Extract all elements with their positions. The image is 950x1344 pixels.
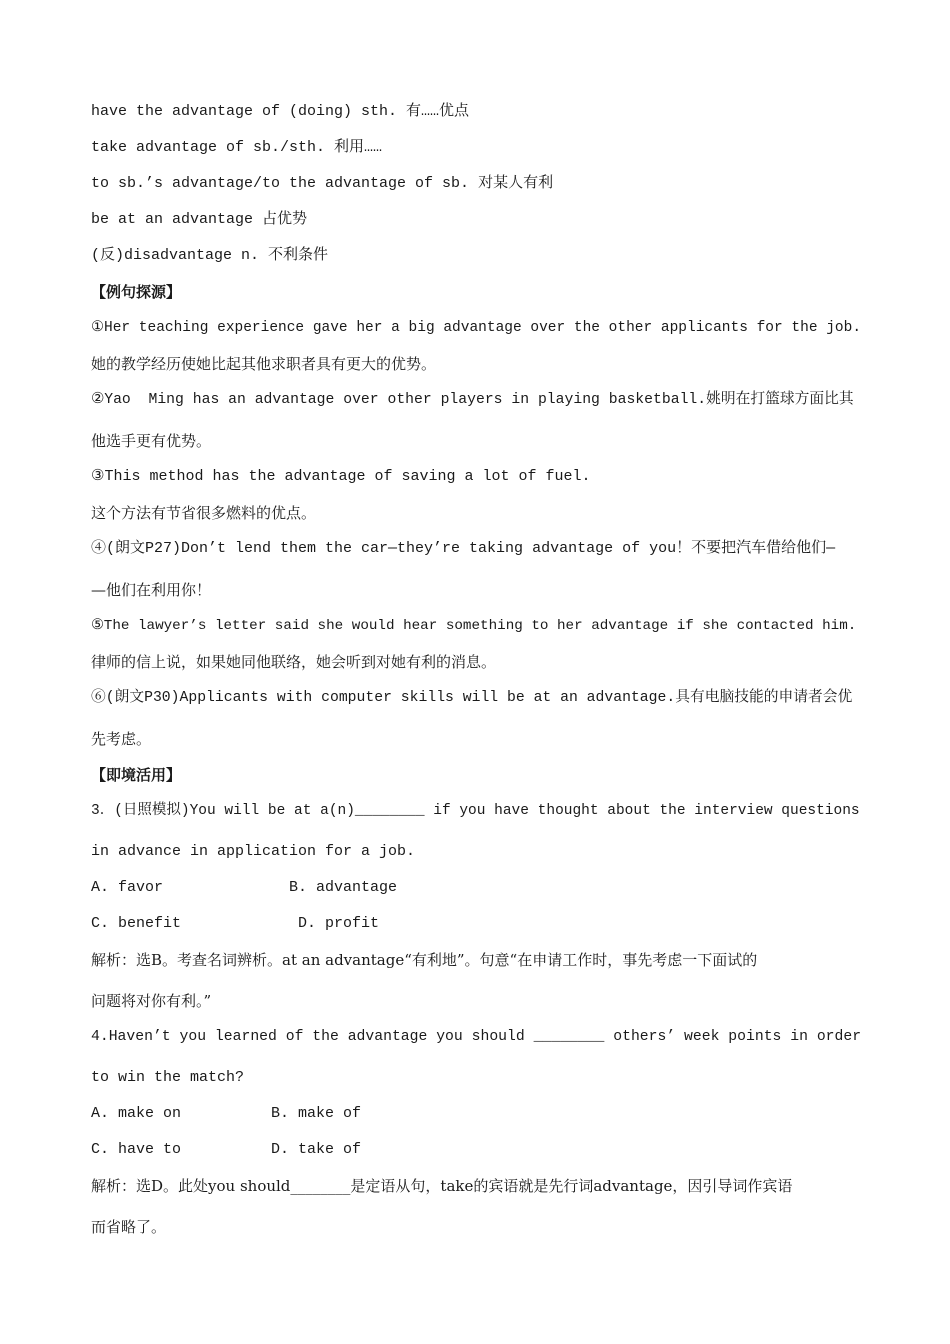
example-5-en: ⑤The lawyer’s letter said she would hear something to her advantage if she contacted him. xyxy=(91,618,857,634)
question-4-line-2: to win the match? xyxy=(91,1069,245,1086)
example-1-en: ①Her teaching experience gave her a big advantage over the other applicants for the job. xyxy=(91,320,862,336)
question-3-options-cd: C. benefit D. profit xyxy=(91,915,380,932)
example-3-zh: 这个方法有节省很多燃料的优点。 xyxy=(91,504,317,522)
question-4-options-ab: A. make on B. make of xyxy=(91,1105,362,1122)
question-3-explanation-line-1: 解析：选B。考查名词辨析。at an advantage“有利地”。句意“在申请工作时，事先考虑一下面试的 xyxy=(91,951,758,969)
section-heading-examples: 【例句探源】 xyxy=(91,283,182,301)
question-3-options-ab: A. favor B. advantage xyxy=(91,879,398,896)
example-2-line-2: 他选手更有优势。 xyxy=(91,432,212,450)
example-4-line-1: ④(朗文P27)Don’t lend them the car—they’re taking advantage of you！不要把汽车借给他们— xyxy=(91,540,836,557)
phrase-have-advantage: have the advantage of (doing) sth. 有……优点 xyxy=(91,103,470,120)
phrase-to-advantage: to sb.’s advantage/to the advantage of sb. 对某人有利 xyxy=(91,175,554,192)
example-6-line-1: ⑥(朗文P30)Applicants with computer skills will be at an advantage.具有电脑技能的申请者会优 xyxy=(91,690,853,706)
question-3-line-1: 3．(日照模拟)You will be at a(n)________ if you have thought about the interview questions xyxy=(91,803,860,819)
phrase-at-advantage: be at an advantage 占优势 xyxy=(91,211,308,228)
example-6-line-2: 先考虑。 xyxy=(91,730,152,748)
phrase-disadvantage: (反)disadvantage n. 不利条件 xyxy=(91,247,329,264)
example-4-line-2: —他们在利用你！ xyxy=(91,581,212,599)
question-4-options-cd: C. have to D. take of xyxy=(91,1141,362,1158)
section-heading-practice: 【即境活用】 xyxy=(91,766,182,784)
question-3-line-2: in advance in application for a job. xyxy=(91,843,416,860)
question-4-line-1: 4.Haven’t you learned of the advantage you should ________ others’ week points in order xyxy=(91,1029,862,1045)
question-4-explanation-line-1: 解析：选D。此处you should________是定语从句，take的宾语就是先行词advantage，因引导词作宾语 xyxy=(91,1177,793,1195)
example-3-en: ③This method has the advantage of saving a lot of fuel. xyxy=(91,468,591,485)
example-5-zh: 律师的信上说，如果她同他联络，她会听到对她有利的消息。 xyxy=(91,653,497,671)
question-4-explanation-line-2: 而省略了。 xyxy=(91,1218,167,1236)
example-2-line-1: ②Yao Ming has an advantage over other players in playing basketball.姚明在打篮球方面比其 xyxy=(91,392,854,408)
question-3-explanation-line-2: 问题将对你有利。” xyxy=(91,992,212,1010)
phrase-take-advantage: take advantage of sb./sth. 利用…… xyxy=(91,139,383,156)
example-1-zh: 她的教学经历使她比起其他求职者具有更大的优势。 xyxy=(91,355,437,373)
